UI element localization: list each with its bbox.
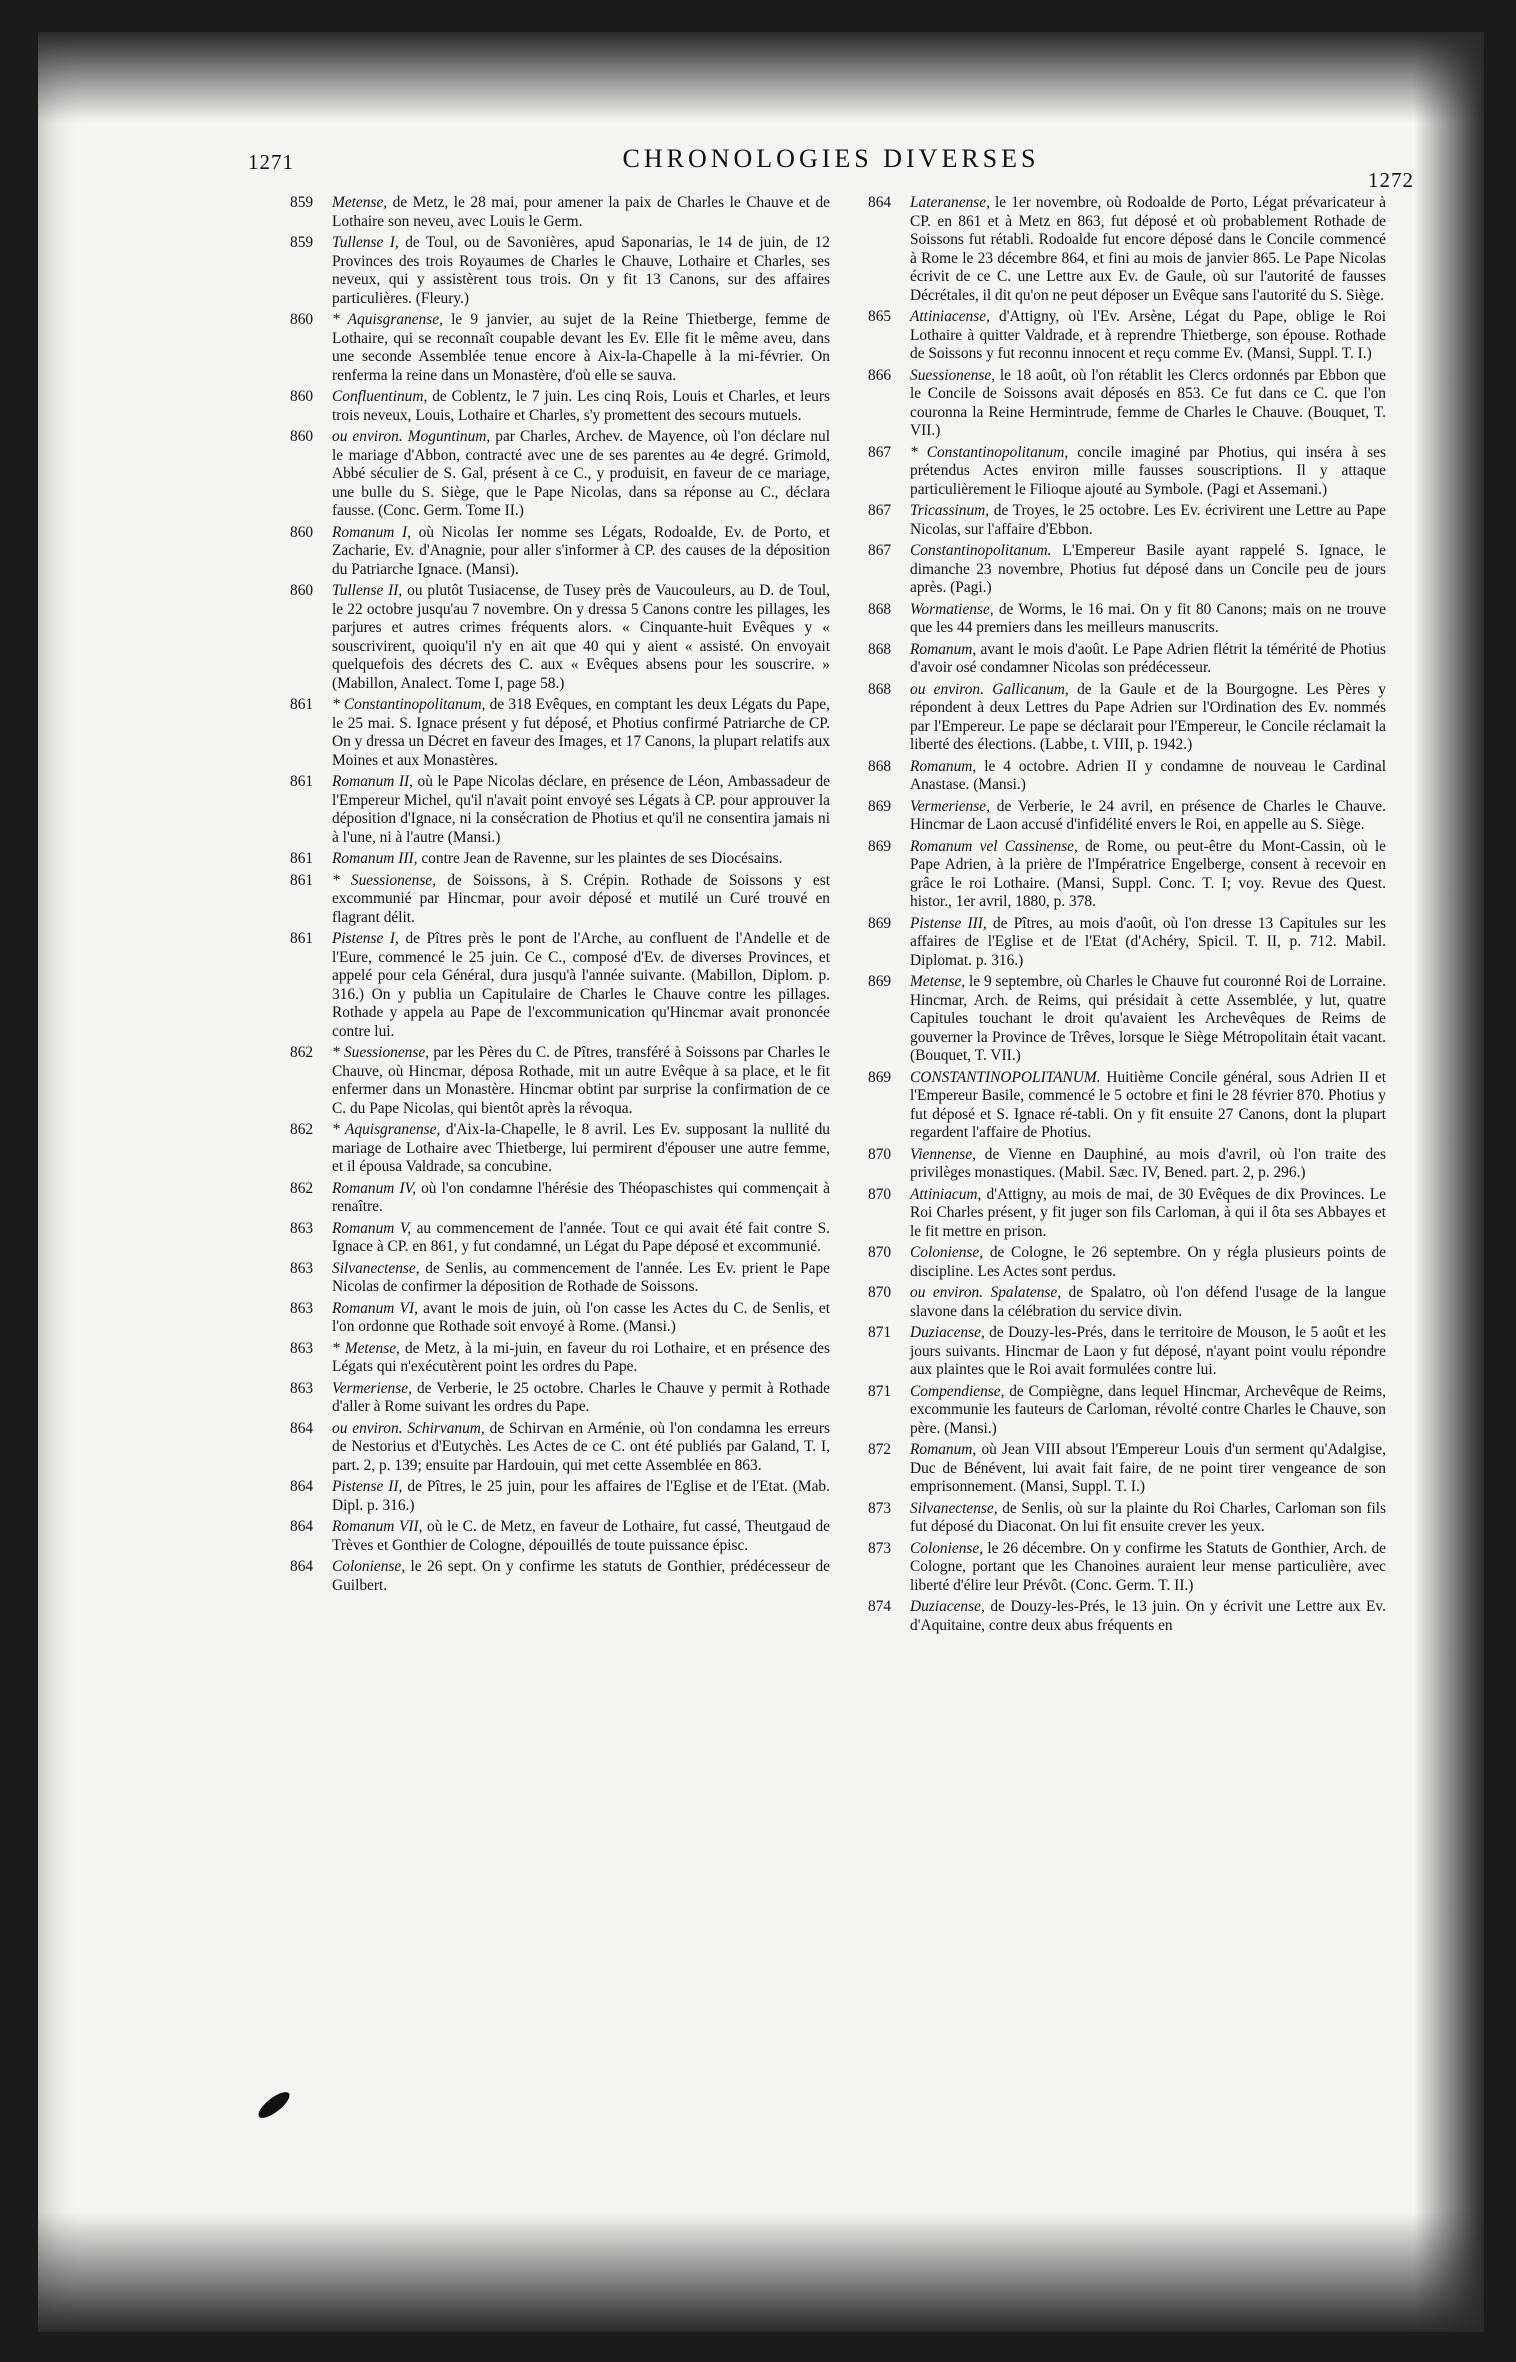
entry-year: 861 (290, 773, 314, 790)
entry-year: 864 (290, 1478, 314, 1495)
entry-year: 869 (868, 973, 892, 990)
council-name: * Aquisgranense, (332, 1121, 441, 1138)
council-name: ou environ. Moguntinum, (332, 428, 491, 445)
council-name: Tricassinum, (910, 502, 990, 519)
entry-year: 864 (290, 1518, 314, 1535)
council-entry (290, 1220, 830, 1257)
entry-year: 864 (868, 194, 892, 211)
council-name: Constantinopolitanum. (910, 542, 1052, 559)
council-entry (290, 1180, 830, 1217)
council-entry (868, 1441, 1386, 1497)
entry-description: de Vienne en Dauphiné, au mois d'avril, où l'on traite des privilèges monastiques. (Mabil. Sæc. IV, Bened. part. 2, p. 296.) (910, 1145, 1386, 1181)
council-name: Lateranense, (910, 194, 990, 211)
entry-description: de Coblentz, le 7 juin. Les cinq Rois, Louis et Charles, et leurs trois neveux, Louis, Lothaire et Charles, s'y promettent des secours mutuels. (332, 388, 830, 424)
entry-year: 863 (290, 1339, 314, 1357)
entry-year: 870 (868, 1145, 892, 1163)
entry-year: 868 (868, 757, 892, 775)
page-number-right: 1272 (1368, 168, 1414, 192)
entry-description: de Pîtres près le pont de l'Arche, au confluent de l'Andelle et de l'Eure, commencé le 25 juin. Ce C., composé d'Ev. de diverses Provinces, et appelé pour cela Général, dura jusqu'à l'année suivante. (Mabillon, Diplom. p. 316.) On y publia un Capitulaire de Charles le Chauve contre les pillages. Rothade y appela au Pape de l'excommunication qu'Hincmar avait prononcée contre lui. (332, 930, 830, 1040)
council-name: * Constantinopolitanum, (910, 443, 1069, 461)
entry-description: où le Pape Nicolas déclare, en présence de Léon, Ambassadeur de l'Empereur Michel, qu'il n'avait point envoyé ses Légats à CP. pour approuver la déposition d'Ignace, ni la consécration de Photius et qu'il ne consentira jamais ni à l'une, ni à l'autre (Mansi.) (332, 773, 830, 846)
entry-description: de Troyes, le 25 octobre. Les Ev. écrivirent une Lettre au Pape Nicolas, sur l'affaire d'Ebbon. (910, 502, 1386, 538)
council-name: Coloniense, (332, 1558, 406, 1575)
entry-description: de Verberie, le 25 octobre. Charles le Chauve y permit à Rothade d'aller à Rome suivant les ordres du Pape. (332, 1379, 830, 1415)
council-entry (868, 915, 1386, 971)
council-entry (868, 1383, 1386, 1439)
entry-description: de Verberie, le 24 avril, en présence de Charles le Chauve. Hincmar de Laon accusé d'infidélité envers le Roi, en appelle au S. Siège. (910, 797, 1386, 833)
entry-description: au commencement de l'année. Tout ce qui avait été fait contre S. Ignace à CP. en 861, y fut condamné, un Légat du Pape déposé et excommunié. (332, 1219, 830, 1255)
council-name: Pistense III, (910, 914, 987, 932)
entry-year: 868 (868, 600, 892, 618)
council-entry (290, 872, 830, 928)
left-column (290, 194, 830, 1598)
entry-year: 869 (868, 797, 892, 815)
council-name: Pistense I, (332, 930, 399, 947)
council-name: * Aquisgranense, (332, 311, 443, 328)
entry-description: de Worms, le 16 mai. On y fit 80 Canons; mais on ne trouve que les 44 premiers dans les meilleurs manuscrits. (910, 600, 1386, 636)
council-entry (290, 1044, 830, 1118)
entry-year: 870 (868, 1185, 892, 1203)
council-entry (290, 1518, 830, 1555)
entry-description: d'Attigny, au mois de mai, de 30 Evêques de dix Provinces. Le Roi Charles présent, y fit juger son fils Carloman, à qui il ôta ses Abbayes et le fit mettre en prison. (910, 1185, 1386, 1240)
council-entry (868, 1244, 1386, 1281)
council-entry (868, 1146, 1386, 1183)
council-name: Romanum V, (332, 1219, 412, 1237)
council-name: Confluentinum, (332, 388, 428, 405)
entry-year: 867 (868, 443, 892, 461)
council-entry (290, 1121, 830, 1177)
entry-year: 871 (868, 1324, 892, 1341)
entry-description: de Pîtres, au mois d'août, où l'on dresse 13 Capitules sur les affaires de l'Eglise et de l'Etat (d'Achéry, Spicil. T. II, p. 712. Mabil. Diplomat. p. 316.) (910, 914, 1386, 969)
right-column (868, 194, 1386, 1638)
council-entry (290, 428, 830, 521)
entry-description: le 9 septembre, où Charles le Chauve fut couronné Roi de Lorraine. Hincmar, Arch. de Reims, qui présidait à cette Assemblée, y lut, quatre Capitules touchant le droit qu'avaient les Archevêques de Reims de gouverner la Province de Trêves, lorsque le Siège Métropolitain était vacant. (Bouquet, T. VII.) (910, 973, 1386, 1064)
entry-description: contre Jean de Ravenne, sur les plaintes de ses Diocésains. (421, 850, 783, 867)
council-entry (290, 194, 830, 231)
council-name: Romanum III, (332, 850, 418, 867)
council-name: * Metense, (332, 1339, 400, 1357)
council-name: Silvanectense, (332, 1259, 420, 1277)
council-name: Romanum II, (332, 773, 414, 790)
entry-year: 873 (868, 1499, 892, 1517)
council-name: Vermeriense, (332, 1379, 412, 1397)
entry-year: 863 (290, 1259, 314, 1277)
council-name: Romanum vel Cassinense, (910, 837, 1078, 855)
entry-year: 861 (290, 871, 314, 889)
page-number-left: 1271 (248, 150, 294, 174)
entry-description: concile imaginé par Photius, qui inséra à ses prétendus Actes environ mille fausses souscriptions. Il y attaque particulièrement le Filioque ajouté au Symbole. (Pagi et Assemani.) (910, 443, 1386, 498)
council-entry (290, 850, 830, 869)
council-entry (868, 308, 1386, 364)
entry-description: d'Aix-la-Chapelle, le 8 avril. Les Ev. supposant la nullité du mariage de Lothaire avec Thietberge, lui permirent d'épouser une autre femme, et il épousa Valdrade, sa concubine. (332, 1121, 831, 1175)
council-entry (868, 1324, 1386, 1380)
entry-description: le 26 décembre. On y confirme les Statuts de Gonthier, Arch. de Cologne, portant que les Chanoines auraient leur mense particulière, avec liberté d'élire leur Prévôt. (Conc. Germ. T. II.) (910, 1539, 1386, 1594)
entry-year: 861 (290, 850, 314, 867)
council-name: ou environ. Schirvanum, (332, 1419, 485, 1437)
entry-description: ou plutôt Tusiacense, de Tusey près de Vaucouleurs, au D. de Toul, le 22 octobre jusqu'au 7 novembre. On y dressa 5 Canons contre les pillages, les parjures et autres crimes fréquents alors. « Cinquante-huit Evêques y « souscrivirent, quoiqu'il n'y en ait que 40 qui y aient « assisté. On envoyait quelquefois des décrets des C. aux « Evêques absens pour les souscrire. » (Mabillon, Analect. Tome I, page 58.) (332, 582, 831, 692)
entry-year: 867 (868, 502, 892, 519)
council-name: ou environ. Gallicanum, (910, 680, 1069, 698)
entry-description: de Douzy-les-Prés, dans le territoire de Mouson, le 5 août et les jours suivants. Hincmar de Laon y fut déposé, n'ayant point voulu répondre aux plaintes que le Roi avait formulées contre lui. (910, 1324, 1386, 1378)
council-name: Romanum VI, (332, 1299, 418, 1317)
running-title: CHRONOLOGIES DIVERSES (622, 144, 1040, 173)
council-name: Silvanectense, (910, 1499, 998, 1517)
council-name: Duziacense, (910, 1324, 985, 1341)
entry-year: 860 (290, 388, 314, 405)
entry-description: avant le mois de juin, où l'on casse les Actes du C. de Senlis, et l'on ordonne que Rothade soit envoyé à Rome. (Mansi.) (332, 1299, 830, 1335)
entry-year: 860 (290, 523, 314, 541)
entry-description: avant le mois d'août. Le Pape Adrien flétrit la témérité de Photius d'avoir osé condamner Nicolas son prédécesseur. (910, 640, 1387, 676)
council-name: Vermeriense, (910, 797, 990, 815)
entry-description: de 318 Evêques, en comptant les deux Légats du Pape, le 25 mai. S. Ignace présent y fut déposé, et Photius confirmé Patriarche de CP. On y dressa un Décret en faveur des Images, et 17 Canons, la plupart relatifs aux Moines et aux Monastères. (332, 696, 830, 769)
entry-year: 859 (290, 234, 314, 251)
entry-year: 869 (868, 914, 892, 932)
entry-year: 868 (868, 680, 892, 698)
council-entry (868, 542, 1386, 598)
council-name: Romanum IV, (332, 1179, 416, 1197)
entry-description: de Metz, le 28 mai, pour amener la paix de Charles le Chauve et de Lothaire son neveu, avec Louis le Germ. (332, 194, 830, 230)
council-name: * Constantinopolitanum, (332, 696, 486, 713)
entry-description: le 9 janvier, au sujet de la Reine Thietberge, femme de Lothaire, qui se reconnaît coupable devant les Ev. Elle fit le même aveu, dans une seconde Assemblée tenue encore à Aix-la-Chapelle à la mi-février. On renferma la reine dans un Monastère, d'où elle se sauva. (332, 311, 831, 384)
council-entry (868, 1500, 1386, 1537)
entry-year: 860 (290, 311, 314, 328)
council-name: Tullense I, (332, 234, 399, 251)
entry-description: de Toul, ou de Savonières, apud Saponarias, le 14 de juin, de 12 Provinces des trois Royaumes de Charles le Chauve, Lothaire et Charles, ses neveux, qui y assistèrent tous trois. On y fit 13 Canons, sur des affaires particulières. (Fleury.) (332, 234, 830, 307)
entry-description: le 18 août, où l'on rétablit les Clercs ordonnés par Ebbon que le Concile de Soissons avait déposés en 853. Ce fut dans ce C. que l'on couronna la Reine Hermintrude, femme de Charles le Chauve. (Bouquet, T. VII.) (910, 366, 1386, 439)
entry-year: 860 (290, 428, 314, 445)
council-entry (290, 1380, 830, 1417)
entry-description: où le C. de Metz, en faveur de Lothaire, fut cassé, Theutgaud de Trèves et Gonthier de Cologne, dépouillés de toute puissance épisc. (332, 1518, 830, 1554)
council-entry (868, 681, 1386, 755)
scan-shadow-bottom (38, 2212, 1484, 2332)
entry-description: où Nicolas Ier nomme ses Légats, Rodoalde, Ev. de Porto, et Zacharie, Ev. d'Anagnie, pour aller s'informer à CP. des causes de la déposition du Patriarche Ignace. (Mansi). (332, 523, 830, 578)
council-entry (290, 1340, 830, 1377)
council-entry (868, 838, 1386, 912)
council-name: * Suessionense, (332, 1044, 430, 1061)
entry-description: de Rome, ou peut-être du Mont-Cassin, où le Pape Adrien, à la prière de l'Impératrice Engelberge, consent à recevoir en grâce le roi Lothaire. (Mansi, Suppl. Conc. T. I; voy. Revue des Quest. histor., 1er avril, 1880, p. 378. (910, 837, 1386, 910)
entry-year: 869 (868, 1068, 892, 1086)
entry-year: 863 (290, 1379, 314, 1397)
council-entry (290, 1420, 830, 1476)
entry-year: 863 (290, 1299, 314, 1317)
council-entry (290, 234, 830, 308)
entry-description: de Senlis, au commencement de l'année. Les Ev. prient le Pape Nicolas de confirmer la déposition de Rothade de Soissons. (332, 1259, 830, 1295)
entry-year: 868 (868, 640, 892, 658)
entry-year: 866 (868, 366, 892, 384)
entry-description: d'Attigny, où l'Ev. Arsène, Légat du Pape, oblige le Roi Lothaire à quitter Valdrade, et à reprendre Thietberge, son épouse. Rothade de Soissons y fut reconnu innocent et reçu comme Ev. (Mansi, Suppl. T. I.) (910, 308, 1386, 362)
council-entry (290, 773, 830, 847)
council-entry (868, 973, 1386, 1066)
council-entry (868, 1069, 1386, 1143)
entry-year: 862 (290, 1179, 314, 1197)
entry-year: 859 (290, 194, 314, 211)
council-entry (868, 194, 1386, 305)
council-entry (290, 930, 830, 1041)
council-entry (868, 601, 1386, 638)
council-entry (868, 1598, 1386, 1635)
entry-year: 872 (868, 1441, 892, 1458)
entry-year: 861 (290, 696, 314, 713)
entry-description: de Spalatro, où l'on défend l'usage de la langue slavone dans la célébration du service divin. (910, 1284, 1386, 1320)
council-name: Metense, (910, 973, 966, 990)
council-name: Attiniacum, (910, 1185, 982, 1203)
entry-year: 869 (868, 837, 892, 855)
entry-year: 865 (868, 308, 892, 325)
entry-description: où Jean VIII absout l'Empereur Louis d'un serment qu'Adalgise, Duc de Bénévent, lui avait fait faire, de ne point tirer vengeance de son emprisonnement. (Mansi, Suppl. T. I.) (910, 1441, 1386, 1495)
entry-description: de Cologne, le 26 septembre. On y régla plusieurs points de discipline. Les Actes sont perdus. (910, 1244, 1386, 1280)
entry-description: le 4 octobre. Adrien II y condamne de nouveau le Cardinal Anastase. (Mansi.) (910, 757, 1386, 793)
council-entry (290, 311, 830, 385)
scan-shadow-top (38, 32, 1484, 122)
council-name: Tullense II, (332, 582, 403, 599)
council-name: Romanum, (910, 757, 977, 775)
entry-description: par Charles, Archev. de Mayence, où l'on déclare nul le mariage d'Abbon, contracté avec une de ses parentes au 4e degré. Grimold, Abbé séculier de S. Gal, présent à ce C., y produisit, en faveur de ce mariage, une bulle du S. Siège, que le Pape Nicolas, dans sa réponse au C., déclara fausse. (Conc. Germ. Tome II.) (332, 428, 830, 519)
entry-description: L'Empereur Basile ayant rappelé S. Ignace, le dimanche 23 novembre, Photius fut déposé dans un Concile peu de jours après. (Pagi.) (910, 542, 1386, 596)
council-name: Wormatiense, (910, 600, 994, 618)
council-name: Viennense, (910, 1145, 976, 1163)
council-entry (290, 388, 830, 425)
council-name: Romanum I, (332, 523, 412, 541)
council-entry (290, 1558, 830, 1595)
entry-description: par les Pères du C. de Pîtres, transféré à Soissons par Charles le Chauve, où Hincmar, déposa Rothade, mit un autre Evêque à sa place, et le fit enfermer dans un Monastère. Hincmar obtint par surprise la confirmation de ce C. du Pape Nicolas, qui bientôt après la révoqua. (332, 1044, 830, 1117)
entry-description: de Pîtres, le 25 juin, pour les affaires de l'Eglise et de l'Etat. (Mab. Dipl. p. 316.) (332, 1478, 830, 1514)
council-name: ou environ. Spalatense, (910, 1284, 1062, 1301)
council-name: Coloniense, (910, 1244, 984, 1261)
council-entry (868, 1186, 1386, 1242)
council-entry (868, 641, 1386, 678)
entry-year: 873 (868, 1539, 892, 1557)
council-entry (868, 798, 1386, 835)
entry-description: Huitième Concile général, sous Adrien II et l'Empereur Basile, commencé le 5 octobre et fini le 28 février 870. Photius y fut déposé et S. Ignace ré-tabli. On y fit ensuite 27 Canons, dont la plupart regardent l'affaire de Photius. (910, 1068, 1386, 1141)
entry-description: de Compiègne, dans lequel Hincmar, Archevêque de Reims, excommunie les fauteurs de Carloman, révolté contre Charles le Chauve, son père. (Mansi.) (910, 1382, 1386, 1437)
entry-description: de la Gaule et de la Bourgogne. Les Pères y répondent à deux Lettres du Pape Adrien sur l'Ordination des Ev. nommés par l'Empereur. Le pape se déclarait pour l'Empereur, le Concile réclamait la liberté des élections. (Labbe, t. VIII, p. 1942.) (910, 680, 1386, 753)
entry-year: 862 (290, 1121, 314, 1138)
council-name: Suessionense, (910, 366, 996, 384)
council-name: CONSTANTINOPOLITANUM. (910, 1068, 1101, 1086)
page-header (248, 144, 1414, 192)
council-entry (290, 1300, 830, 1337)
entry-year: 864 (290, 1419, 314, 1437)
entry-year: 860 (290, 582, 314, 599)
entry-year: 863 (290, 1219, 314, 1237)
entry-year: 874 (868, 1598, 892, 1615)
entry-year: 871 (868, 1382, 892, 1400)
council-name: * Suessionense, (332, 871, 436, 889)
entry-year: 864 (290, 1558, 314, 1575)
council-name: Compendiense, (910, 1382, 1005, 1400)
council-entry (290, 1260, 830, 1297)
council-entry (868, 1284, 1386, 1321)
council-entry (290, 696, 830, 770)
council-name: Coloniense, (910, 1539, 984, 1557)
council-name: Metense, (332, 194, 388, 211)
scan-shadow-right (1414, 32, 1484, 2332)
council-name: Pistense II, (332, 1478, 403, 1495)
council-name: Attiniacense, (910, 308, 990, 325)
entry-year: 862 (290, 1044, 314, 1061)
council-entry (868, 502, 1386, 539)
council-name: Duziacense, (910, 1598, 985, 1615)
entry-description: le 26 sept. On y confirme les statuts de Gonthier, prédécesseur de Guilbert. (332, 1558, 830, 1594)
council-entry (290, 1478, 830, 1515)
council-name: Romanum, (910, 640, 977, 658)
entry-year: 870 (868, 1244, 892, 1261)
council-entry (290, 524, 830, 580)
council-entry (868, 1540, 1386, 1596)
council-entry (868, 367, 1386, 441)
council-entry (868, 444, 1386, 500)
entry-description: de Senlis, où sur la plainte du Roi Charles, Carloman son fils fut déposé du Diaconat. On lui fit ensuite crever les yeux. (910, 1499, 1386, 1535)
council-entry (290, 582, 830, 693)
council-name: Romanum VII, (332, 1518, 423, 1535)
entry-year: 861 (290, 930, 314, 947)
entry-year: 867 (868, 542, 892, 559)
entry-description: de Metz, à la mi-juin, en faveur du roi Lothaire, et en présence des Légats qui n'exécutèrent point les ordres du Pape. (332, 1339, 830, 1375)
council-name: Romanum, (910, 1441, 977, 1458)
entry-description: de Schirvan en Arménie, où l'on condamna les erreurs de Nestorius et d'Eutychès. Les Actes de ce C. ont été publiés par Galand, T. I, part. 2, p. 139; ensuite par Hardouin, qui met cette Assemblée en 863. (332, 1419, 830, 1474)
entry-description: de Soissons, à S. Crépin. Rothade de Soissons y est excommunié par Hincmar, pour avoir déposé et mutilé un Curé trouvé en flagrant délit. (332, 871, 830, 926)
entry-description: où l'on condamne l'hérésie des Théopaschistes qui commençait à renaître. (332, 1179, 830, 1215)
entry-description: de Douzy-les-Prés, le 13 juin. On y écrivit une Lettre aux Ev. d'Aquitaine, contre deux abus fréquents en (910, 1598, 1386, 1634)
council-entry (868, 758, 1386, 795)
entry-year: 870 (868, 1284, 892, 1301)
entry-description: le 1er novembre, où Rodoalde de Porto, Légat prévaricateur à CP. en 861 et à Metz en 863, fut déposé et où probablement Rothade de Soissons fut rétabli. Rodoalde fut encore déposé dans le Concile commencé à Rome le 23 décembre 864, et fini au mois de janvier 865. Le Pape Nicolas écrivit de ce C. une Lettre aux Ev. de Gaule, où sur l'autorité de fausses Décrétales, il dit qu'on ne peut déposer un Evêque sans l'autorité du S. Siège. (910, 194, 1386, 304)
